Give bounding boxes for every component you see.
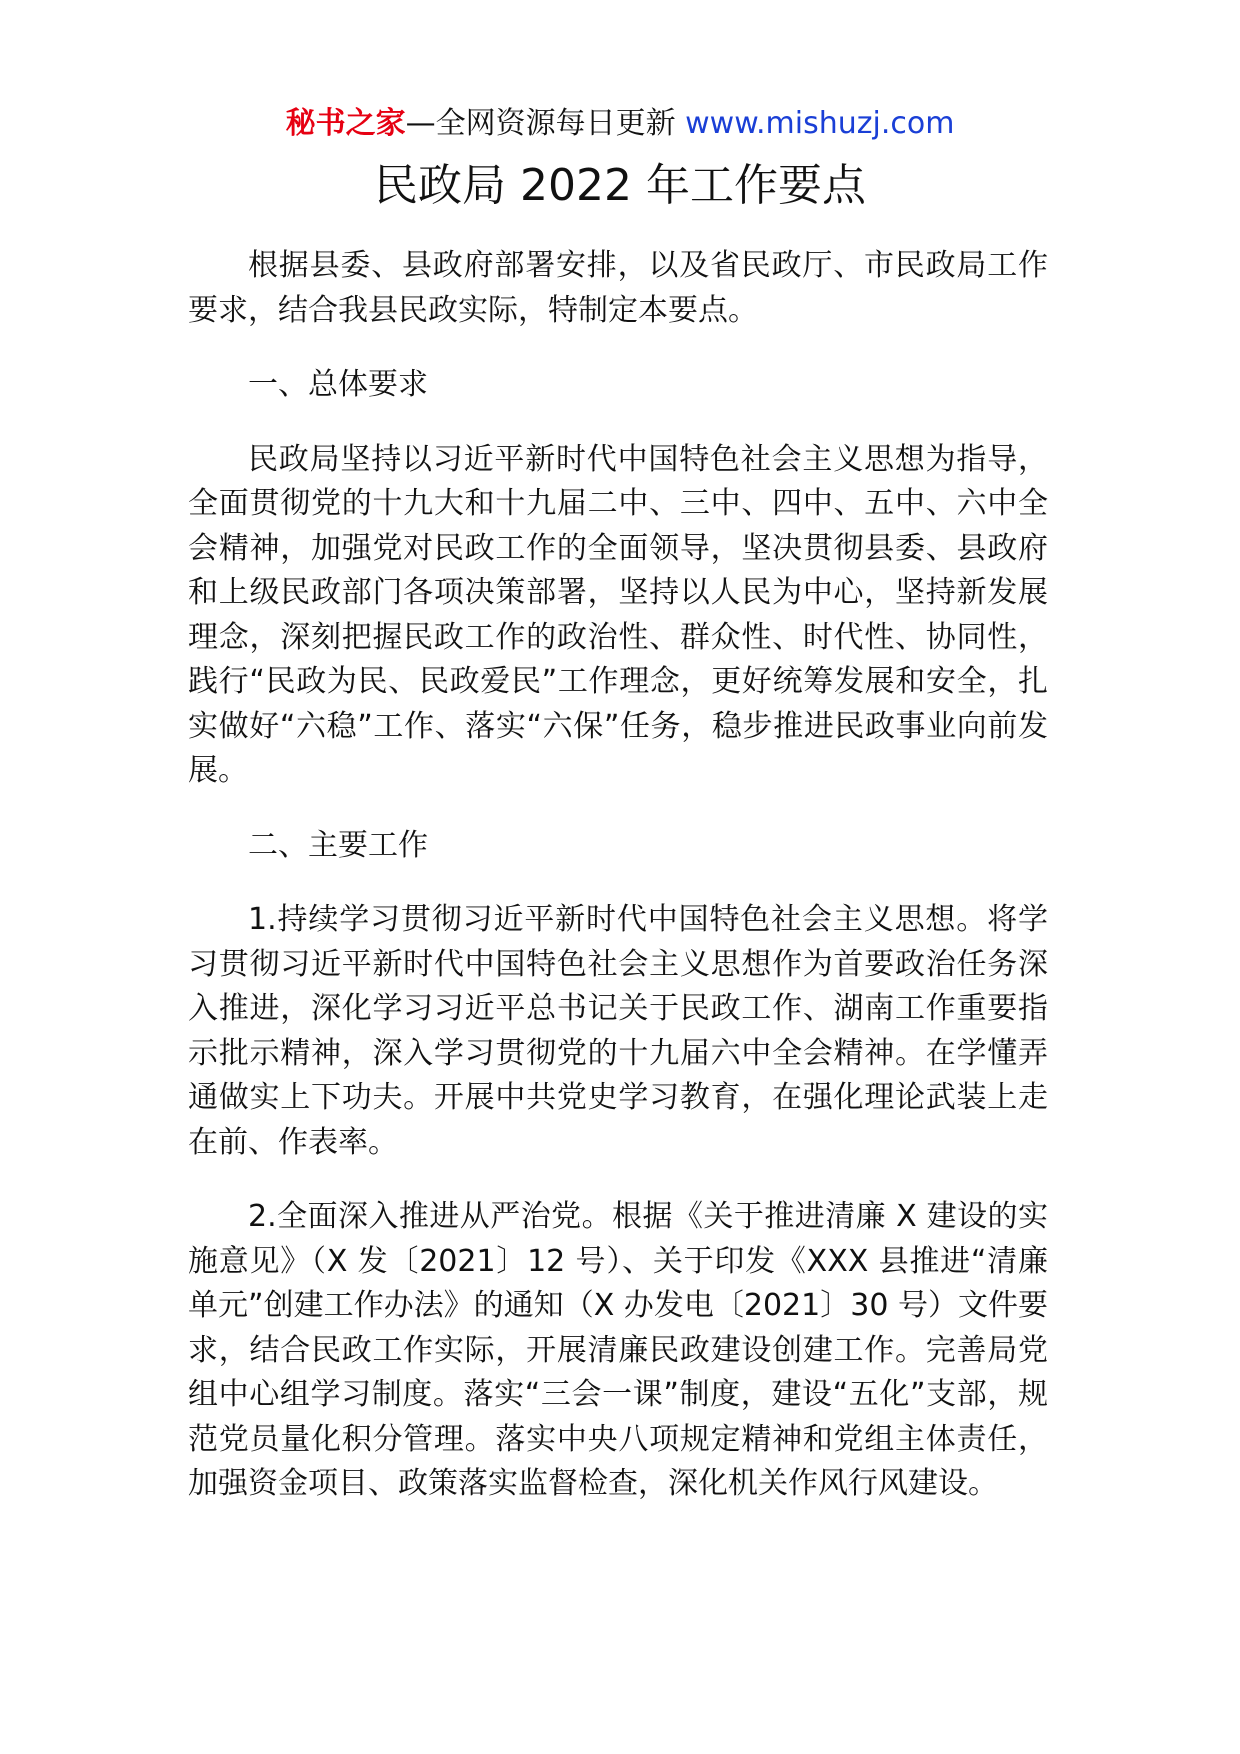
section-heading-main-work: 二、主要工作 [248,827,428,863]
site-header [0,104,1240,144]
section-heading-overall-requirements: 一、总体要求 [248,367,428,402]
main-work-item-2: 2.全面深入推进从严治党。根据《关于推进清廉 X 建设的实施意见》（X 发〔2021〕12 号）、关于印发《XXX 县推进“清廉单元”创建工作办法》的通知（X 办发电〔2021〕30 号）文件要求，结合民政工作实际，开展清廉民政建设创建工作。完善局党组中心组学习制度。落实“三会一课”制度，建设“五化”支部，规范党员量化积分管理。落实中央八项规定精神和党组主体责任，加强资金项目、政策落实监督检查，深化机关作风行风建设。 [188,1199,1048,1501]
brand-name: 秘书之家 [285,106,406,141]
main-work-item-1: 1.持续学习贯彻习近平新时代中国特色社会主义思想。将学习贯彻习近平新时代中国特色社会主义思想作为首要政治任务深入推进，深化学习习近平总书记关于民政工作、湖南工作重要指示批示精神，深入学习贯彻党的十九届六中全会精神。在学懂弄通做实上下功夫。开展中共党史学习教育，在强化理论武装上走在前、作表率。 [188,902,1048,1160]
document-body [188,244,1048,1537]
site-url-link[interactable]: www.mishuzj.com [685,106,955,141]
document-title: 民政局 2022 年工作要点 [374,160,866,211]
overall-requirements-paragraph: 民政局坚持以习近平新时代中国特色社会主义思想为指导，全面贯彻党的十九大和十九届二中、三中、四中、五中、六中全会精神，加强党对民政工作的全面领导，坚决贯彻县委、县政府和上级民政部门各项决策部署，坚持以人民为中心，坚持新发展理念，深刻把握民政工作的政治性、群众性、时代性、协同性，践行“民政为民、民政爱民”工作理念，更好统筹发展和安全，扎实做好“六稳”工作、落实“六保”任务，稳步推进民政事业向前发展。 [188,441,1048,788]
intro-paragraph: 根据县委、县政府部署安排，以及省民政厅、市民政局工作要求，结合我县民政实际，特制定本要点。 [188,248,1048,328]
header-slogan: —全网资源每日更新 [405,106,686,141]
